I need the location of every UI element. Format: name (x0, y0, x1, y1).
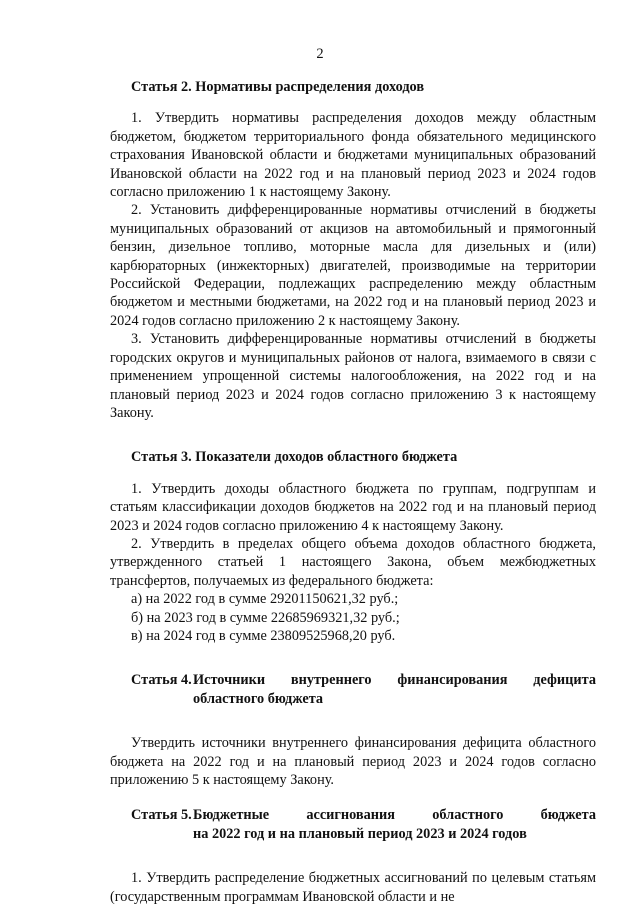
article-5-number: Статья 5. (131, 807, 192, 824)
article-5-heading (110, 806, 596, 843)
article-4-paragraph: Утвердить источники внутреннего финансирования дефицита областного бюджета на 2022 год и на плановый период 2023 и 2024 годов согласно приложению 5 к настоящему Закону. (110, 735, 596, 788)
article-5-paragraph: 1. Утвердить распределение бюджетных ассигнований по целевым статьям (государственным программам Ивановской области и не (110, 870, 596, 905)
article-3-paragraph-2: 2. Утвердить в пределах общего объема доходов областного бюджета, утвержденного статьей 1 настоящего Закона, объем межбюджетных трансфертов, получаемых из федерального бюджета: (110, 535, 596, 589)
article-3-item-b: б) на 2023 год в сумме 22685969321,32 руб.; (131, 609, 400, 626)
article-4-title-line-2: областного бюджета (193, 690, 324, 707)
article-2-paragraph-2: 2. Установить дифференцированные нормативы отчислений в бюджеты муниципальных образований от акцизов на автомобильный и прямогонный бензин, дизельное топливо, моторные масла для дизельных и (или) карбюраторных (инжекторных) двигателей, производимые на территории Российской Федерации, подлежащих распределению между областным бюджетом и местными бюджетами, на 2022 год и на плановый период 2023 и 2024 годов согласно приложению 2 к настоящему Закону. (110, 202, 596, 329)
article-2-paragraph-1: 1. Утвердить нормативы распределения доходов между областным бюджетом, бюджетом территориального фонда обязательного медицинского страхования Ивановской области и бюджетами муниципальных образований Ивановской области на 2022 год и на плановый период 2023 и 2024 годов согласно приложению 1 к настоящему Закону. (110, 110, 596, 201)
article-3-paragraph-1: 1. Утвердить доходы областного бюджета по группам, подгруппам и статьям классификации доходов бюджетов на 2022 год и на плановый период 2023 и 2024 годов согласно приложению 4 к настоящему Закону. (110, 480, 596, 534)
article-4-heading (110, 671, 596, 708)
article-5-title-line-2: на 2022 год и на плановый период 2023 и 2024 годов (193, 825, 527, 842)
article-3-heading: Статья 3. Показатели доходов областного бюджета (131, 449, 458, 466)
article-4-number: Статья 4. (131, 672, 192, 689)
article-5-title (193, 806, 596, 843)
article-4-title (193, 671, 596, 708)
article-5-title-line-1: Бюджетные ассигнования областного бюджета (193, 807, 596, 824)
article-3-item-a: а) на 2022 год в сумме 29201150621,32 руб.; (131, 591, 399, 608)
page-number: 2 (316, 46, 324, 62)
article-4-title-line-1: Источники внутреннего финансирования дефицита (193, 672, 596, 689)
document-body (110, 78, 596, 906)
article-2-paragraph-3: 3. Установить дифференцированные нормативы отчислений в бюджеты городских округов и муниципальных районов от налога, взимаемого в связи с применением упрощенной системы налогообложения, на 2022 год и на плановый период 2023 и 2024 годов согласно приложению 3 к настоящему Закону. (110, 331, 596, 421)
article-2-heading: Статья 2. Нормативы распределения доходов (131, 79, 425, 95)
article-3-item-c: в) на 2024 год в сумме 23809525968,20 руб. (131, 627, 396, 644)
